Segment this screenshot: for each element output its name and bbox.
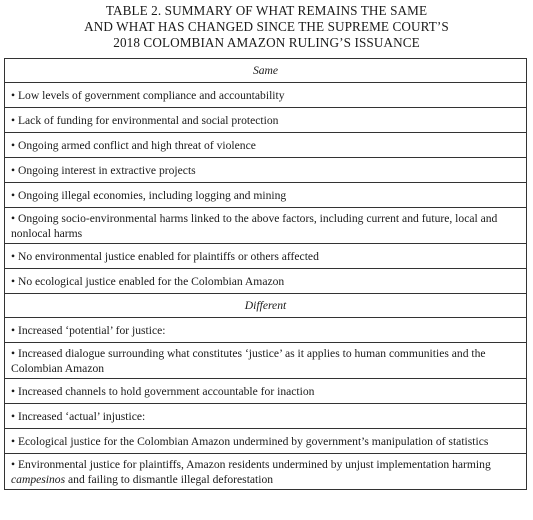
table-cell	[5, 454, 527, 490]
table-cell: • Ecological justice for the Colombian Amazon undermined by government’s manipulation of statistics	[5, 429, 527, 454]
cell-text: and failing to dismantle illegal deforestation	[65, 472, 274, 486]
table-row	[5, 318, 527, 343]
table-cell: • Ongoing socio-environmental harms linked to the above factors, including current and future, local and nonlocal harms	[5, 208, 527, 244]
table-row	[5, 343, 527, 379]
table-row	[5, 429, 527, 454]
table-title-line-2: AND WHAT HAS CHANGED SINCE THE SUPREME COURT’S	[84, 19, 449, 34]
cell-text: • Environmental justice for plaintiffs, Amazon residents undermined by unjust implementation harming	[11, 457, 491, 471]
table-cell: • Increased channels to hold government accountable for inaction	[5, 379, 527, 404]
table-cell: • Ongoing illegal economies, including logging and mining	[5, 183, 527, 208]
table-cell: • Increased ‘actual’ injustice:	[5, 404, 527, 429]
table-row	[5, 208, 527, 244]
table-cell: • Low levels of government compliance and accountability	[5, 83, 527, 108]
section-header-row	[5, 59, 527, 83]
table-cell: • Ongoing armed conflict and high threat of violence	[5, 133, 527, 158]
table-cell: • Lack of funding for environmental and social protection	[5, 108, 527, 133]
table-cell: • No ecological justice enabled for the Colombian Amazon	[5, 269, 527, 294]
cell-text-italic: campesinos	[11, 472, 66, 486]
table-cell: • No environmental justice enabled for plaintiffs or others affected	[5, 244, 527, 269]
table-title	[0, 0, 533, 51]
table-cell: • Ongoing interest in extractive projects	[5, 158, 527, 183]
table-row	[5, 133, 527, 158]
table-cell: • Increased ‘potential’ for justice:	[5, 318, 527, 343]
table-cell: • Increased dialogue surrounding what constitutes ‘justice’ as it applies to human communities and the Colombian Amazon	[5, 343, 527, 379]
summary-table	[4, 58, 527, 490]
section-header-same: Same	[5, 59, 527, 83]
table-row	[5, 404, 527, 429]
table-title-line-3: 2018 COLOMBIAN AMAZON RULING’S ISSUANCE	[113, 35, 420, 50]
table-row	[5, 158, 527, 183]
table-row	[5, 244, 527, 269]
section-header-different: Different	[5, 294, 527, 318]
table-row	[5, 108, 527, 133]
table-row	[5, 183, 527, 208]
table-row	[5, 454, 527, 490]
table-row	[5, 83, 527, 108]
table-row	[5, 269, 527, 294]
table-title-line-1: TABLE 2. SUMMARY OF WHAT REMAINS THE SAME	[105, 3, 428, 18]
section-header-row	[5, 294, 527, 318]
table-row	[5, 379, 527, 404]
